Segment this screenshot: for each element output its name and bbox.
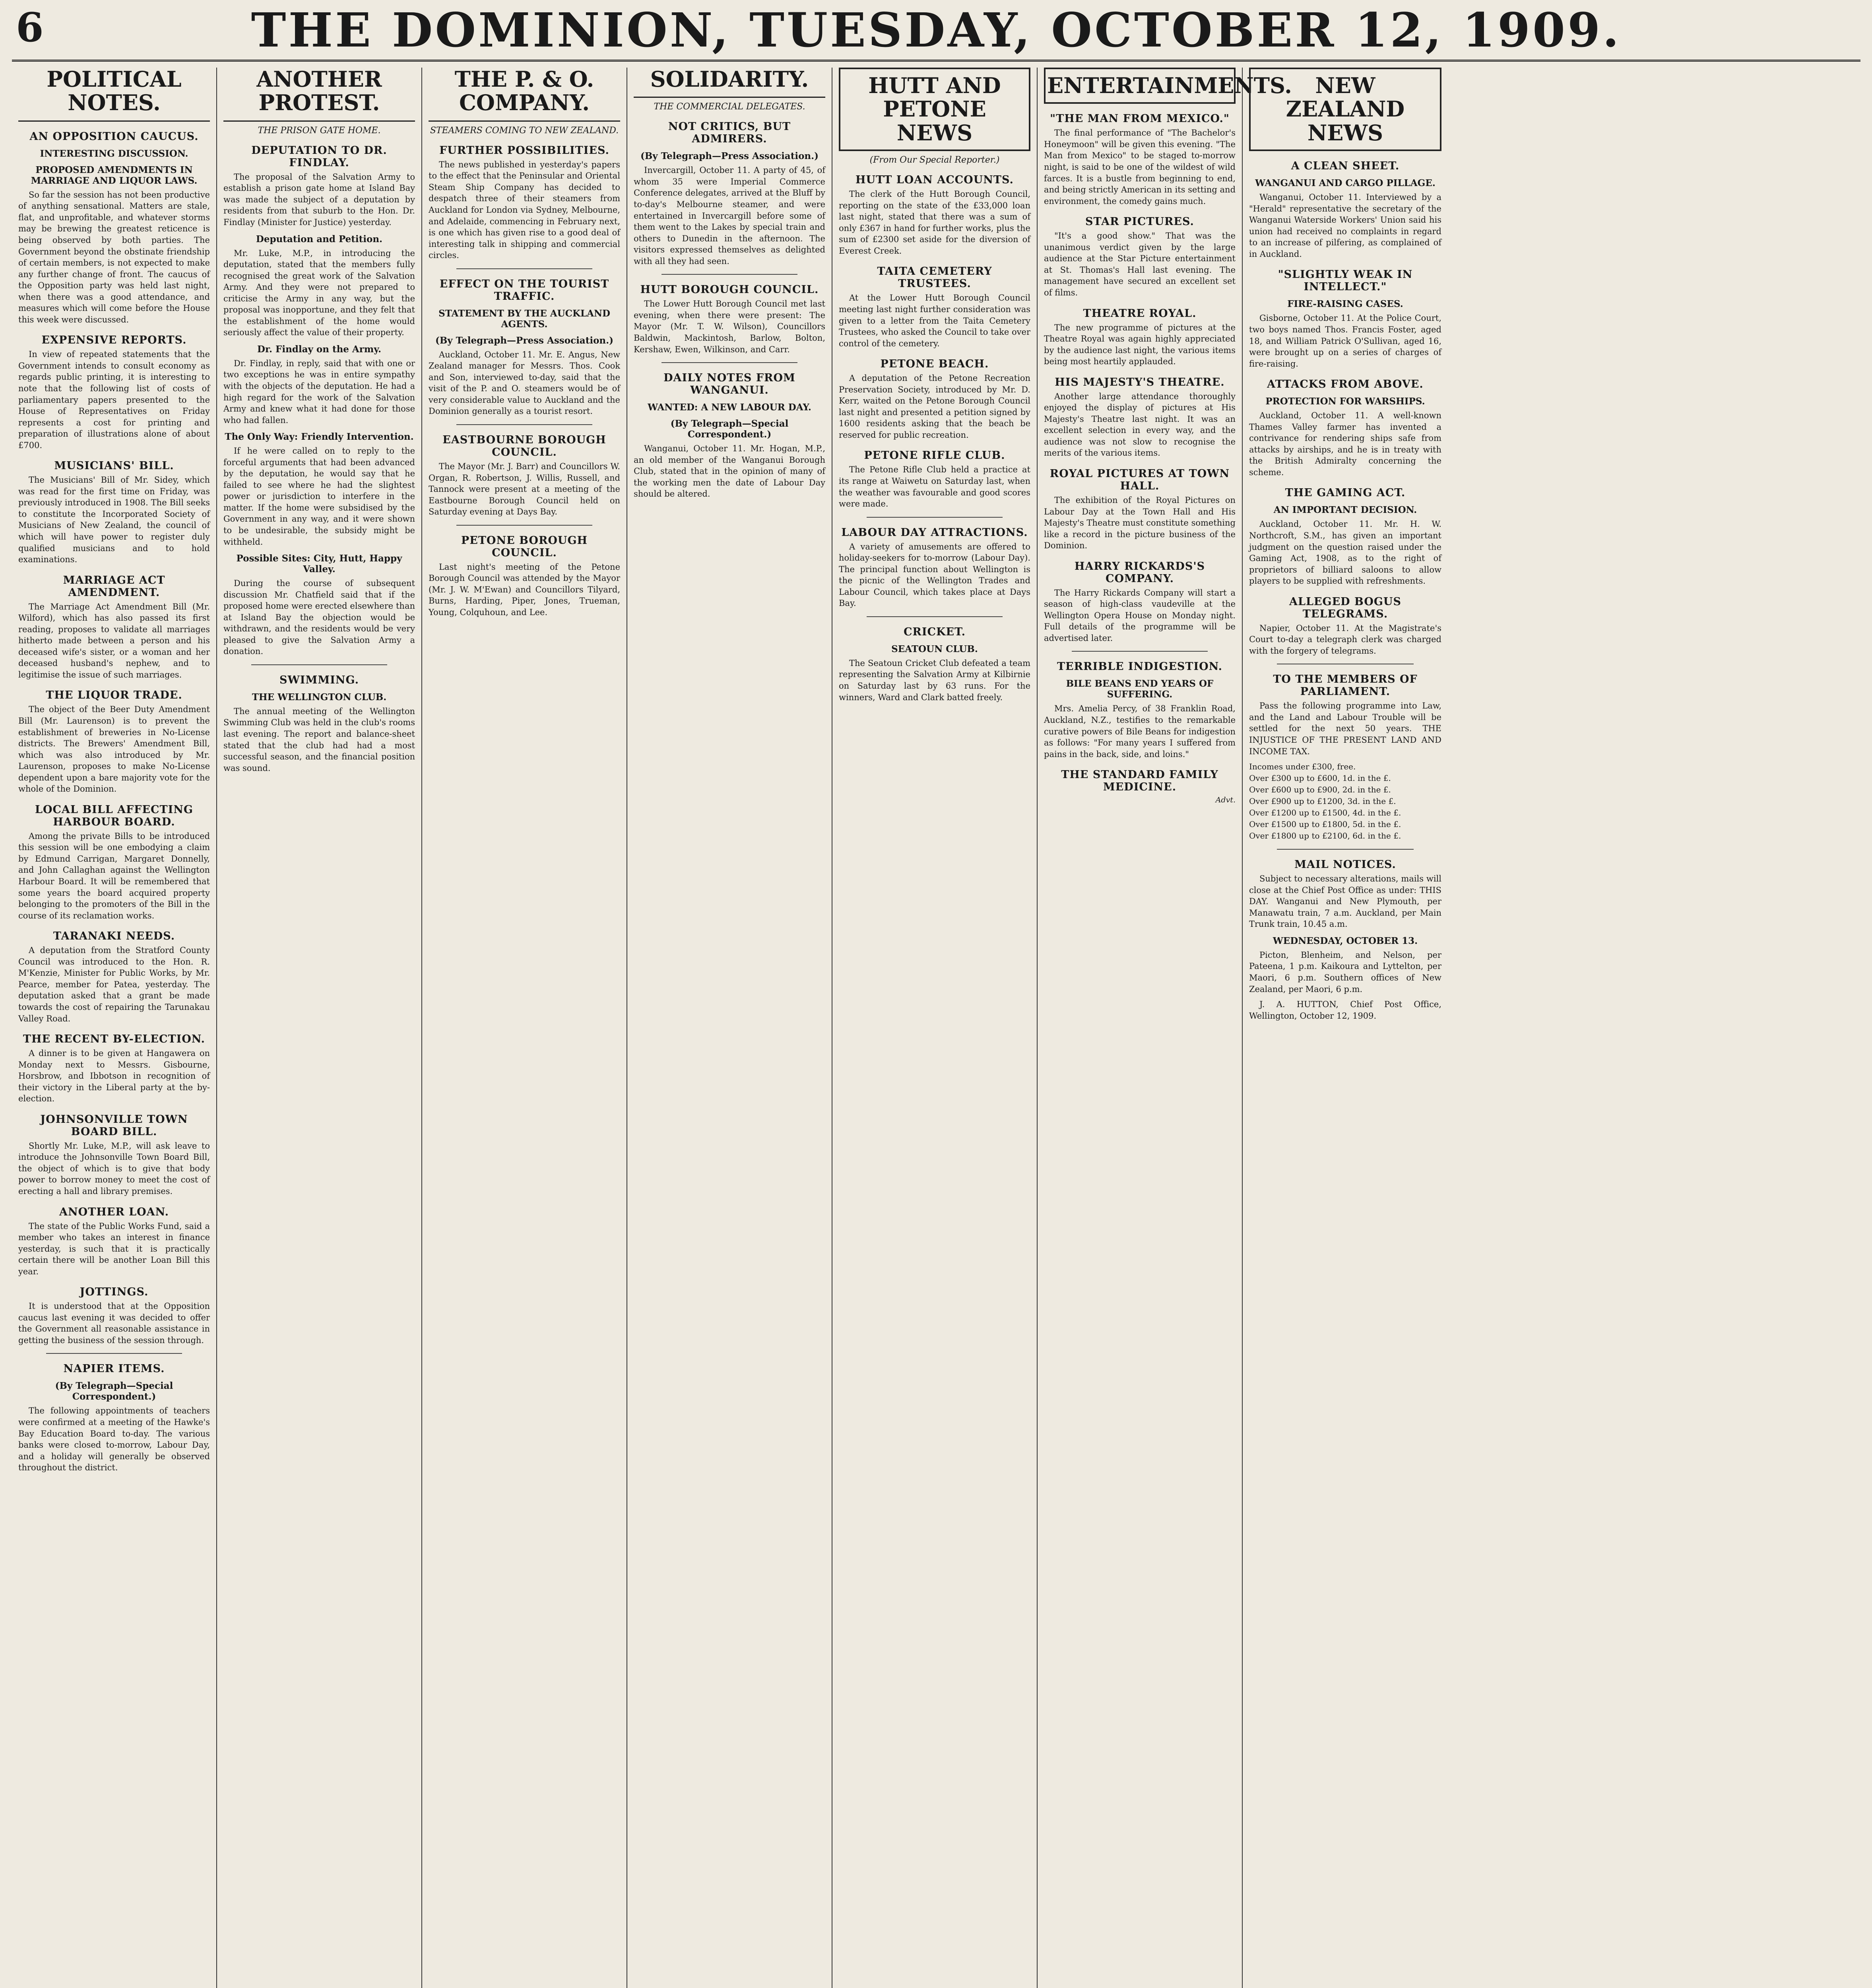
section-subheading: Dr. Findlay on the Army.: [257, 344, 381, 355]
column-new-zealand-news: [1243, 68, 1448, 1988]
section-heading: EFFECT ON THE TOURIST TRAFFIC.: [439, 278, 609, 303]
article-paragraph: Among the private Bills to be introduced this session will be one embodying a claim by Edmund Carrigan, Margaret Donnelly, and John Callaghan against the Wellington Harbour Board. It will be remembered that some years the board acquired property belonging to the promoters of the Bill in the course of its reclamation works.: [18, 831, 210, 920]
article-paragraph: Mr. Luke, M.P., in introducing the deputation, stated that the members fully recognised the great work of the Salvation Army. And they were not prepared to criticise the Army in any way, but the proposal was inopportune, and they felt that the establishment of the home would seriously affect the value of their property.: [223, 248, 415, 338]
article-paragraph: The Petone Rifle Club held a practice at its range at Waiwetu on Saturday last, when the weather was favourable and good scores were made.: [839, 465, 1030, 509]
section-subheading: Possible Sites: City, Hutt, Happy Valley.: [236, 553, 402, 575]
section-subheading: WANGANUI AND CARGO PILLAGE.: [1255, 178, 1436, 189]
section-heading: PETONE BEACH.: [880, 358, 989, 371]
section-heading: CRICKET.: [903, 625, 966, 638]
section-heading: MARRIAGE ACT AMENDMENT.: [63, 574, 165, 599]
section-heading: ATTACKS FROM ABOVE.: [1267, 378, 1424, 391]
section-heading: ALLEGED BOGUS TELEGRAMS.: [1289, 595, 1401, 620]
article-paragraph: Wanganui, October 11. Mr. Hogan, M.P., an old member of the Wanganui Borough Club, stated that in the opinion of many of the working men the date of Labour Day should be altered.: [634, 444, 825, 499]
article-paragraph: The Harry Rickards Company will start a season of high-class vaudeville at the Wellington Opera House on Monday night. Full details of the programme will be advertised later.: [1044, 588, 1236, 643]
section-subheading: AN IMPORTANT DECISION.: [1273, 505, 1417, 516]
article-paragraph: Napier, October 11. At the Magistrate's Court to-day a telegraph clerk was charged with the forgery of telegrams.: [1249, 623, 1441, 656]
section-subheading: STATEMENT BY THE AUCKLAND AGENTS.: [438, 308, 610, 330]
tax-rate-line: Over £900 up to £1200, 3d. in the £.: [1249, 796, 1396, 806]
article-paragraph: The final performance of "The Bachelor's Honeymoon" will be given this evening. "The Man from Mexico" to be staged to-morrow night, is said to be one of the wildest of wild farces. It is a bustle from beginning to end, and being strictly American in its setting and environment, the comedy gains much.: [1044, 128, 1236, 206]
divider: [251, 664, 387, 665]
advertisement-mark: Advt.: [1215, 796, 1236, 805]
section-heading: PETONE BOROUGH COUNCIL.: [461, 534, 588, 559]
section-heading: ROYAL PICTURES AT TOWN HALL.: [1049, 467, 1230, 492]
article-paragraph: The news published in yesterday's papers to the effect that the Peninsular and Oriental Steam Ship Company has decided to despatch three of their steamers from Auckland for London via Sydney, Melbourne, and Adelaide, commencing in February next, is one which has given rise to a good deal of interesting talk in shipping and commercial circles.: [429, 159, 620, 260]
section-heading: DEPUTATION TO DR. FINDLAY.: [251, 144, 387, 169]
column-subheading: STEAMERS COMING TO NEW ZEALAND.: [430, 125, 619, 136]
section-heading: MUSICIANS' BILL.: [54, 460, 174, 472]
article-paragraph: Auckland, October 11. Mr. E. Angus, New Zealand manager for Messrs. Thos. Cook and Son, interviewed to-day, said that the visit of the P. and O. steamers would be of very considerable value to Auckland and the Dominion generally as a tourist resort.: [429, 349, 620, 416]
section-heading: HARRY RICKARDS'S COMPANY.: [1074, 560, 1205, 585]
section-heading: DAILY NOTES FROM WANGANUI.: [663, 372, 795, 397]
article-paragraph: "It's a good show." That was the unanimous verdict given by the large audience at the Star Picture entertainment at St. Thomas's Hall last evening. The management have secured an excellent set of films.: [1044, 231, 1236, 297]
tax-rate-line: Incomes under £300, free.: [1249, 762, 1356, 772]
column-heading: HUTT AND PETONE NEWS: [839, 68, 1030, 151]
divider: [456, 424, 592, 425]
section-heading: SWIMMING.: [279, 674, 359, 686]
column-heading: ANOTHER PROTEST.: [223, 68, 415, 122]
columns: [12, 68, 1860, 1988]
section-heading: TARANAKI NEEDS.: [53, 930, 175, 943]
section-heading: THE STANDARD FAMILY MEDICINE.: [1061, 769, 1218, 794]
divider: [867, 517, 1003, 518]
divider: [867, 616, 1003, 617]
section-heading: ANOTHER LOAN.: [59, 1206, 169, 1218]
article-paragraph: Shortly Mr. Luke, M.P., will ask leave to introduce the Johnsonville Town Board Bill, the object of which is to give that body power to borrow money to meet the cost of erecting a hall and library premises.: [18, 1141, 210, 1196]
article-paragraph: The proposal of the Salvation Army to establish a prison gate home at Island Bay was made the subject of a deputation by residents from that suburb to the Hon. Dr. Findlay (Minister for Justice) yesterday.: [223, 172, 415, 227]
section-heading: A CLEAN SHEET.: [1291, 160, 1400, 173]
article-paragraph: Auckland, October 11. Mr. H. W. Northcroft, S.M., has given an important judgment on the question raised under the Gaming Act, 1908, as to the right of proprietors of billiard saloons to allow players to be supplied with refreshments.: [1249, 519, 1441, 586]
section-heading: HUTT BOROUGH COUNCIL.: [640, 283, 819, 296]
divider: [456, 268, 592, 269]
section-subheading: SEATOUN CLUB.: [891, 643, 978, 654]
section-heading: LABOUR DAY ATTRACTIONS.: [841, 526, 1028, 539]
section-subheading: BILE BEANS END YEARS OF SUFFERING.: [1066, 678, 1214, 700]
section-subheading: (By Telegraph—Special Correspondent.): [55, 1380, 173, 1402]
divider: [1277, 849, 1414, 850]
section-heading: EASTBOURNE BOROUGH COUNCIL.: [442, 433, 606, 458]
section-heading: AN OPPOSITION CAUCUS.: [29, 130, 199, 143]
article-paragraph: During the course of subsequent discussion Mr. Chatfield said that if the proposed home were erected elsewhere than at Island Bay the objection would be withdrawn, and the residents would be very pleased to give the Salvation Army a donation.: [223, 579, 415, 656]
article-paragraph: The Musicians' Bill of Mr. Sidey, which was read for the first time on Friday, was previously introduced in 1908. The Bill seeks to constitute the Incorporated Society of Musicians of New Zealand, the council of which will have power to register duly qualified musicians and to hold examinations.: [18, 475, 210, 565]
article-paragraph: Subject to necessary alterations, mails will close at the Chief Post Office as under: THIS DAY. Wanganui and New Plymouth, per Manawatu train, 7 a.m. Auckland, per Main Trunk train, 10.45 a.m.: [1249, 874, 1441, 929]
article-paragraph: In view of repeated statements that the Government intends to consult economy as regards public printing, it is interesting to note that the following list of costs of parliamentary papers presented to the House of Representatives on Friday represents a cost for printing and preparation of illustrations alone of about £700.: [18, 349, 210, 450]
article-paragraph: Another large attendance thoroughly enjoyed the display of pictures at His Majesty's Theatre last night. It was an excellent selection in every way, and the audience was not slow to recognise the merits of the various items.: [1044, 391, 1236, 458]
article-paragraph: Last night's meeting of the Petone Borough Council was attended by the Mayor (Mr. J. W. M'Ewan) and Councillors Tilyard, Burns, Harding, Piper, Jones, Trueman, Young, Colquhoun, and Lee.: [429, 562, 620, 617]
section-heading: HUTT LOAN ACCOUNTS.: [855, 174, 1014, 186]
column-subheading: THE PRISON GATE HOME.: [258, 125, 381, 136]
article-paragraph: If he were called on to reply to the forceful arguments that had been advanced by the deputation, he would say that he failed to see where he had the slightest power or jurisdiction to interfere in the matter. If the home were subsidised by the Government in any way, and it were shown to be undesirable, the subsidy might be withheld.: [223, 446, 415, 547]
article-paragraph: A deputation from the Stratford County Council was introduced to the Hon. R. M'Kenzie, Minister for Public Works, by Mr. Pearce, member for Patea, yesterday. The deputation asked that a grant be made towards the cost of repairing the Tarunakau Valley Road.: [18, 945, 210, 1023]
article-paragraph: The Mayor (Mr. J. Barr) and Councillors W. Organ, R. Robertson, J. Willis, Russell, and Tannock were present at a meeting of the Eastbourne Borough Council held on Saturday evening at Days Bay.: [429, 461, 620, 517]
article-paragraph: At the Lower Hutt Borough Council meeting last night further consideration was given to a letter from the Taita Cemetery Trustees, who asked the Council to take over control of the cemetery.: [839, 293, 1030, 348]
article-paragraph: Dr. Findlay, in reply, said that with one or two exceptions he was in entire sympathy with the objects of the deputation. He had a high regard for the work of the Salvation Army and knew what it had done for those who had fallen.: [223, 358, 415, 425]
section-heading: EXPENSIVE REPORTS.: [41, 334, 187, 347]
section-heading: "SLIGHTLY WEAK IN INTELLECT.": [1278, 268, 1413, 293]
article-paragraph: Gisborne, October 11. At the Police Court, two boys named Thos. Francis Foster, aged 18, and William Patrick O'Sullivan, aged 16, were brought up on a series of charges of fire-raising.: [1249, 313, 1441, 369]
column-subheading: (From Our Special Reporter.): [869, 155, 1000, 165]
section-heading: THE LIQUOR TRADE.: [46, 689, 182, 702]
section-heading: "THE MAN FROM MEXICO.": [1050, 113, 1230, 125]
column-political-notes: [12, 68, 217, 1988]
section-subheading: PROPOSED AMENDMENTS IN MARRIAGE AND LIQUOR LAWS.: [31, 164, 198, 186]
divider: [662, 362, 797, 363]
article-paragraph: A deputation of the Petone Recreation Preservation Society, introduced by Mr. D. Kerr, waited on the Petone Borough Council last night and presented a petition signed by 1600 residents asking that the beach be reserved for public recreation.: [839, 373, 1030, 440]
article-paragraph: The object of the Beer Duty Amendment Bill (Mr. Laurenson) is to prevent the establishment of breweries in No-License districts. The Brewers' Amendment Bill, which was also introduced by Mr. Laurenson, proposes to make No-License dependent upon a bare majority vote for the whole of the Dominion.: [18, 705, 210, 794]
article-paragraph: The state of the Public Works Fund, said a member who takes an interest in finance yesterday, is such that it is practically certain there will be another Loan Bill this year.: [18, 1221, 210, 1276]
article-paragraph: It is understood that at the Opposition caucus last evening it was decided to offer the Government all reasonable assistance in getting the business of the session through.: [18, 1301, 210, 1345]
signature-line: J. A. HUTTON, Chief Post Office, Wellington, October 12, 1909.: [1249, 1000, 1441, 1021]
section-heading: PETONE RIFLE CLUB.: [864, 449, 1005, 462]
column-heading: THE P. & O. COMPANY.: [429, 68, 620, 122]
article-paragraph: Pass the following programme into Law, and the Land and Labour Trouble will be settled for the next 50 years. THE INJUSTICE OF THE PRESENT LAND AND INCOME TAX.: [1249, 701, 1441, 756]
article-paragraph: A dinner is to be given at Hangawera on Monday next to Messrs. Gisbourne, Horsbrow, and Ibbotson in recognition of their victory in the Liberal party at the by-election.: [18, 1048, 210, 1104]
article-paragraph: The Marriage Act Amendment Bill (Mr. Wilford), which has also passed its first reading, proposes to validate all marriages hitherto made between a person and his deceased wife's sister, or a woman and her deceased husband's nephew, and to legitimise the issue of such marriages.: [18, 602, 210, 679]
column-heading: NEW ZEALAND NEWS: [1249, 68, 1441, 151]
article-paragraph: Mrs. Amelia Percy, of 38 Franklin Road, Auckland, N.Z., testifies to the remarkable curative powers of Bile Beans for indigestion as follows: "For many years I suffered from pains in the back, side, and loins.": [1044, 704, 1236, 759]
section-heading: MAIL NOTICES.: [1294, 858, 1396, 871]
section-subheading: FIRE-RAISING CASES.: [1287, 299, 1403, 310]
section-heading: HIS MAJESTY'S THEATRE.: [1055, 376, 1225, 388]
section-subheading: INTERESTING DISCUSSION.: [40, 148, 188, 159]
newspaper-title: THE DOMINION, TUESDAY, OCTOBER 12, 1909.: [251, 2, 1622, 58]
tax-rate-line: Over £600 up to £900, 2d. in the £.: [1249, 785, 1391, 795]
section-heading: NAPIER ITEMS.: [63, 1363, 165, 1375]
section-subheading: (By Telegraph—Special Correspondent.): [670, 418, 789, 440]
section-subheading: Deputation and Petition.: [256, 233, 383, 245]
divider: [46, 1353, 182, 1354]
divider: [662, 274, 797, 275]
section-heading: NOT CRITICS, BUT ADMIRERS.: [668, 120, 791, 146]
article-paragraph: The exhibition of the Royal Pictures on Labour Day at the Town Hall and His Majesty's Theatre must constitute something like a record in the picture business of the Dominion.: [1044, 495, 1236, 551]
section-subheading: WEDNESDAY, OCTOBER 13.: [1273, 935, 1418, 946]
section-subheading: (By Telegraph—Press Association.): [435, 335, 614, 346]
section-heading: THEATRE ROYAL.: [1083, 307, 1197, 320]
column-p-and-o-company: [422, 68, 627, 1988]
article-paragraph: The clerk of the Hutt Borough Council, reporting on the state of the £33,000 loan last night, stated that there was a sum of only £367 in hand for further works, plus the sum of £2300 set aside for the diversion of Everest Creek.: [839, 189, 1030, 256]
section-subheading: PROTECTION FOR WARSHIPS.: [1265, 396, 1425, 407]
column-heading: SOLIDARITY.: [634, 68, 825, 98]
section-heading: THE GAMING ACT.: [1285, 487, 1406, 499]
column-entertainments: [1038, 68, 1292, 1988]
article-paragraph: Invercargill, October 11. A party of 45, of whom 35 were Imperial Commerce Conference delegates, arrived at the Bluff by to-day's Melbourne steamer, and were entertained in Invercargill before some of them went to the Lakes by special train and others to Dunedin in the afternoon. The visitors expressed themselves as delighted with all they had seen.: [634, 165, 825, 266]
section-subheading: The Only Way: Friendly Intervention.: [225, 431, 414, 443]
column-heading: ENTERTAINMENTS.: [1044, 68, 1236, 104]
article-paragraph: The new programme of pictures at the Theatre Royal was again highly appreciated by the audience last night, the various items being most heartily applauded.: [1044, 322, 1236, 367]
article-paragraph: A variety of amusements are offered to holiday-seekers for to-morrow (Labour Day). The principal function about Wellington is the picnic of the Wellington Trades and Labour Council, which takes place at Days Bay.: [839, 542, 1030, 608]
section-heading: LOCAL BILL AFFECTING HARBOUR BOARD.: [35, 803, 193, 828]
section-heading: JOTTINGS.: [80, 1286, 149, 1299]
article-paragraph: The Seatoun Cricket Club defeated a team representing the Salvation Army at Kilbirnie on Saturday last by 63 runs. For the winners, Ward and Clark batted freely.: [839, 658, 1030, 702]
divider: [1072, 651, 1208, 652]
section-subheading: THE WELLINGTON CLUB.: [252, 691, 387, 703]
section-heading: TAITA CEMETERY TRUSTEES.: [877, 265, 992, 290]
article-paragraph: The following appointments of teachers were confirmed at a meeting of the Hawke's Bay Education Board to-day. The various banks were closed to-morrow, Labour Day, and a holiday will generally be observed throughout the district.: [18, 1406, 210, 1473]
divider: [456, 525, 592, 526]
tax-rate-line: Over £1800 up to £2100, 6d. in the £.: [1249, 831, 1401, 841]
page-number: 6: [16, 4, 44, 51]
section-heading: STAR PICTURES.: [1085, 215, 1194, 228]
column-hutt-and-petone-news: [832, 68, 1038, 1988]
column-another-protest: [217, 68, 422, 1988]
tax-rate-line: Over £1200 up to £1500, 4d. in the £.: [1249, 808, 1401, 818]
section-heading: TERRIBLE INDIGESTION.: [1057, 660, 1223, 673]
section-heading: JOHNSONVILLE TOWN BOARD BILL.: [40, 1113, 188, 1138]
section-subheading: WANTED: A NEW LABOUR DAY.: [648, 402, 811, 413]
masthead: [12, 0, 1860, 62]
column-solidarity: [627, 68, 832, 1988]
section-heading: THE RECENT BY-ELECTION.: [23, 1033, 206, 1046]
article-paragraph: So far the session has not been productive of anything sensational. Matters are stale, flat, and unprofitable, and whatever storms may be brewing the greatest reticence is being observed by both parties. The Government beyond the obstinate friendship of certain members, is not expected to make any further change of front. The caucus of the Opposition party was held last night, when there was a good attendance, and measures which will come before the House this week were discussed.: [18, 190, 210, 324]
article-paragraph: The Lower Hutt Borough Council met last evening, when there were present: The Mayor (Mr. T. W. Wilson), Councillors Baldwin, Mackintosh, Barlow, Bolton, Kershaw, Ewen, Wilkinson, and Carr.: [634, 299, 825, 354]
column-heading: POLITICAL NOTES.: [18, 68, 210, 122]
article-paragraph: The annual meeting of the Wellington Swimming Club was held in the club's rooms last evening. The report and balance-sheet stated that the club had had a most successful season, and the financial position was sound.: [223, 706, 415, 773]
tax-rate-line: Over £300 up to £600, 1d. in the £.: [1249, 773, 1391, 783]
section-subheading: (By Telegraph—Press Association.): [640, 151, 819, 162]
article-paragraph: Picton, Blenheim, and Nelson, per Pateena, 1 p.m. Kaikoura and Lyttelton, per Maori, 6 p.m. Southern offices of New Zealand, per Maori, 6 p.m.: [1249, 950, 1441, 994]
article-paragraph: Auckland, October 11. A well-known Thames Valley farmer has invented a contrivance for rendering ships safe from attacks by airships, and he is in treaty with the British Admiralty concerning the scheme.: [1249, 411, 1441, 477]
article-paragraph: Wanganui, October 11. Interviewed by a "Herald" representative the secretary of the Wanganui Waterside Workers' Union said his union had received no complaints in regard to an increase of pilfering, as complained of in Auckland.: [1249, 192, 1441, 259]
section-heading: TO THE MEMBERS OF PARLIAMENT.: [1273, 673, 1418, 698]
column-subheading: THE COMMERCIAL DELEGATES.: [654, 102, 805, 112]
tax-rate-line: Over £1500 up to £1800, 5d. in the £.: [1249, 819, 1401, 829]
section-heading: FURTHER POSSIBILITIES.: [439, 144, 609, 157]
